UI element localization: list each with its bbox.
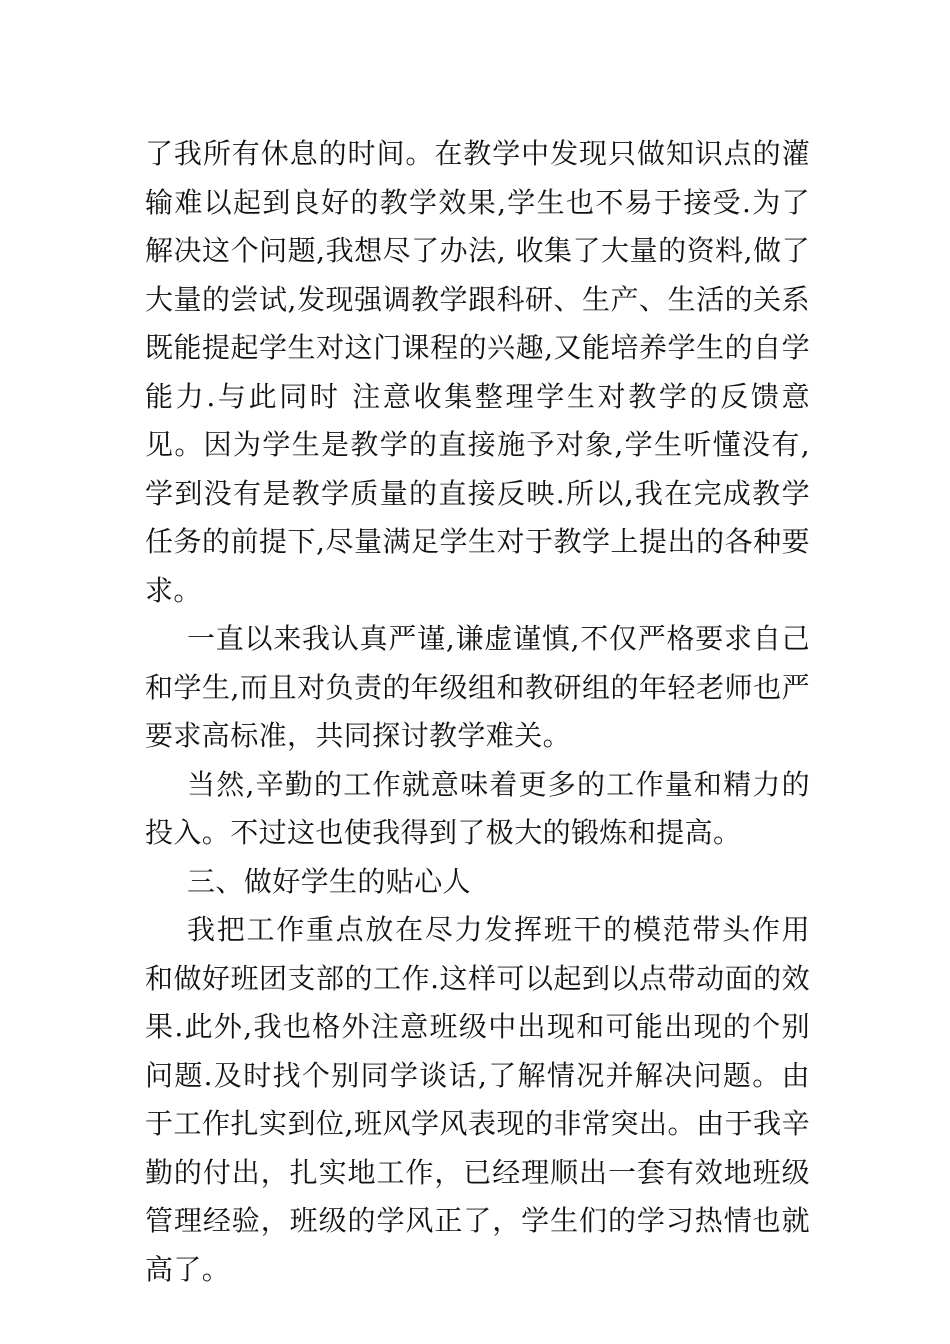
paragraph-2: 一直以来我认真严谨,谦虚谨慎,不仅严格要求自己和学生,而且对负责的年级组和教研组的年轻老师也严要求高标准，共同探讨教学难关。: [145, 622, 810, 752]
paragraph-4: 我把工作重点放在尽力发挥班干的模范带头作用和做好班团支部的工作.这样可以起到以点带动面的效果.此外,我也格外注意班级中出现和可能出现的个别问题.及时找个别同学谈话,了解情况并解决问题。由于工作扎实到位,班风学风表现的非常突出。由于我辛勤的付出，扎实地工作，已经理顺出一套有效地班级管理经验，班级的学风正了，学生们的学习热情也就高了。: [145, 913, 810, 1286]
document-body: [145, 130, 810, 1294]
section-heading: 三、做好学生的贴心人: [187, 864, 472, 898]
paragraph-3: 当然,辛勤的工作就意味着更多的工作量和精力的投入。不过这也使我得到了极大的锻炼和提高。: [145, 767, 810, 849]
paragraph-1: 了我所有休息的时间。在教学中发现只做知识点的灌输难以起到良好的教学效果,学生也不易于接受.为了解决这个问题,我想尽了办法, 收集了大量的资料,做了大量的尝试,发现强调教学跟科研、生产、生活的关系既能提起学生对这门课程的兴趣,又能培养学生的自学能力.与此同时 注意收集整理学生对教学的反馈意见。因为学生是教学的直接施予对象,学生听懂没有,学到没有是教学质量的直接反映.所以,我在完成教学任务的前提下,尽量满足学生对于教学上提出的各种要求。: [145, 137, 810, 607]
